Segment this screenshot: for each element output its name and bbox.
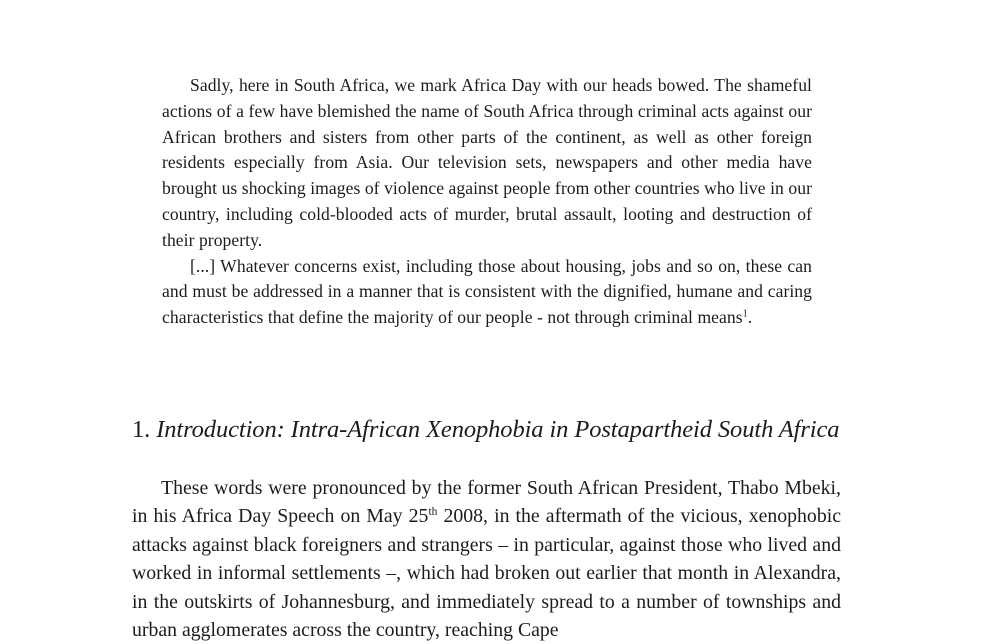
body-text-start: These words were pronounced by the former South African President, Thabo Mbeki, in his Africa Day Speech on May 25 [132,477,841,528]
quote-paragraph-text: [...] Whatever concerns exist, including those about housing, jobs and so on, these can and must be addressed in a manner that is consistent with the dignified, humane and caring characteristics that define the majority of our people - not through criminal means [162,255,812,328]
quote-paragraph [162,254,812,331]
block-quote [162,73,812,331]
section-title: Introduction: Intra-African Xenophobia in Postapartheid South Africa [156,416,840,443]
section-number: 1. [132,416,151,443]
body-paragraph [132,474,841,644]
quote-paragraph [162,73,812,254]
body-text-continued: 2008, in the aftermath of the vicious, xenophobic attacks against black foreigners and strangers – in particular, against those who lived and worked in informal settlements –, which had broken out earlier that month in Alexandra, in the outskirts of Johannesburg, and immediately spread to a number of townships and urban agglomerates across the country, reaching Cape [132,505,841,642]
quote-paragraph-end: . [747,307,753,328]
quote-paragraph-text: Sadly, here in South Africa, we mark Africa Day with our heads bowed. The shameful actions of a few have blemished the name of South Africa through criminal acts against our African brothers and sisters from other parts of the continent, as well as other foreign residents especially from Asia. Our television sets, newspapers and other media have brought us shocking images of violence against people from other countries who live in our country, including cold-blooded acts of murder, brutal assault, looting and destruction of their property. [162,75,812,250]
section-heading [132,412,892,448]
footnote-marker[interactable]: 1 [742,308,748,320]
body-text [132,474,841,644]
ordinal-suffix: th [428,506,438,519]
